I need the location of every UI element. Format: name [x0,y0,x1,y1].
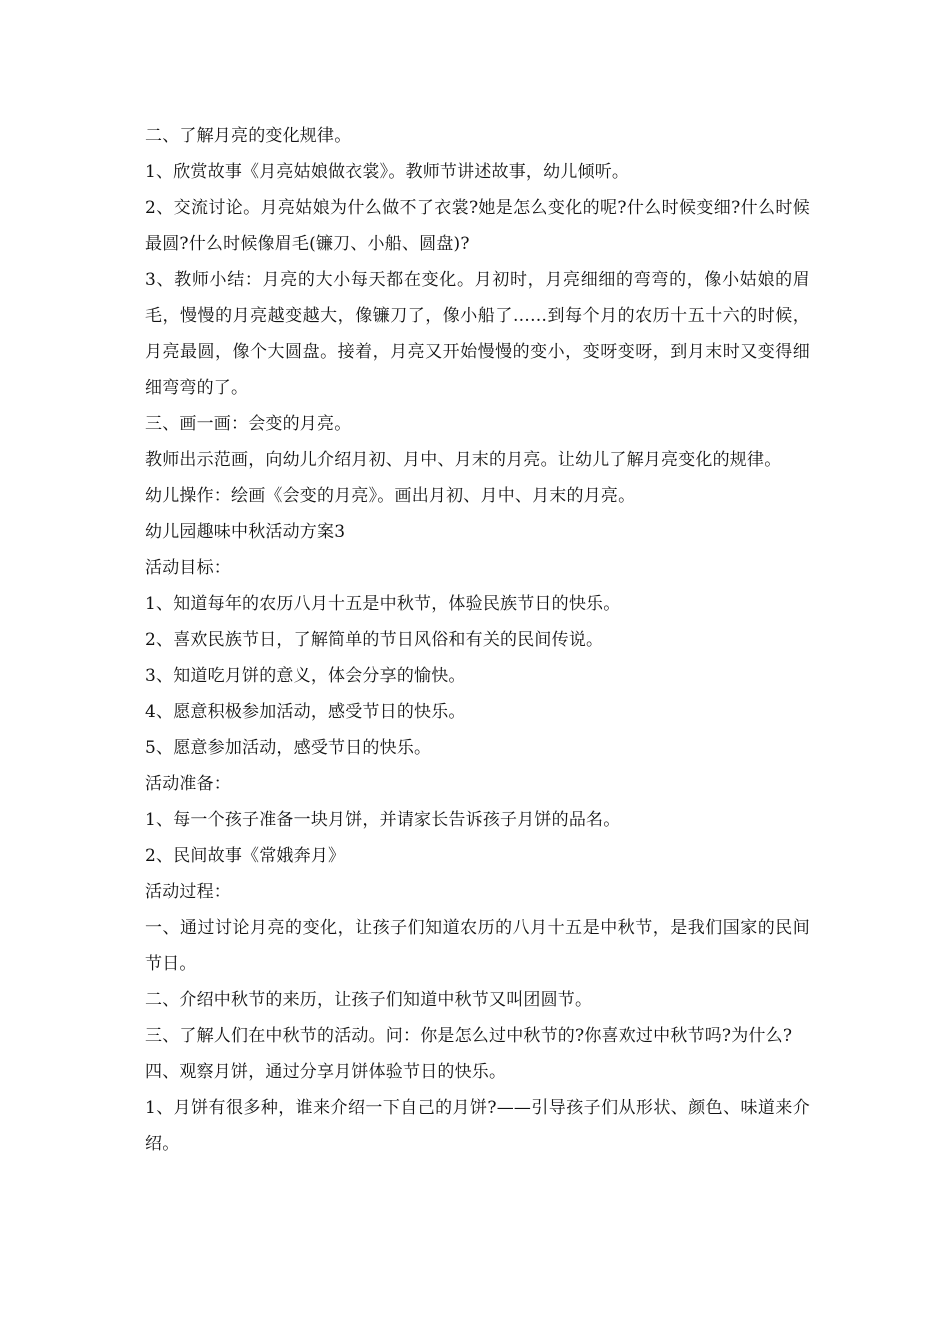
list-item: 2、民间故事《常娥奔月》 [145,846,346,866]
document-body [145,118,810,1162]
paragraph: 二、介绍中秋节的来历，让孩子们知道中秋节又叫团圆节。 [145,990,593,1010]
document-title: 幼儿园趣味中秋活动方案3 [145,522,346,542]
list-item: 1、月饼有很多种，谁来介绍一下自己的月饼?——引导孩子们从形状、颜色、味道来介绍。 [145,1098,810,1154]
paragraph: 三、了解人们在中秋节的活动。问：你是怎么过中秋节的?你喜欢过中秋节吗?为什么? [145,1026,793,1046]
paragraph: 3、教师小结：月亮的大小每天都在变化。月初时，月亮细细的弯弯的，像小姑娘的眉毛，慢慢的月亮越变越大，像镰刀了，像小船了……到每个月的农历十五十六的时候，月亮最圆，像个大圆盘。接着，月亮又开始慢慢的变小，变呀变呀，到月末时又变得细细弯弯的了。 [145,270,810,398]
section-heading: 三、画一画：会变的月亮。 [145,414,352,434]
paragraph: 教师出示范画，向幼儿介绍月初、月中、月末的月亮。让幼儿了解月亮变化的规律。 [145,450,782,470]
list-item: 5、愿意参加活动，感受节日的快乐。 [145,738,432,758]
paragraph: 二、了解月亮的变化规律。 [145,126,352,146]
paragraph: 幼儿操作：绘画《会变的月亮》。画出月初、月中、月末的月亮。 [145,486,636,506]
list-item: 2、喜欢民族节日，了解简单的节日风俗和有关的民间传说。 [145,630,604,650]
paragraph: 1、欣赏故事《月亮姑娘做衣裳》。教师节讲述故事，幼儿倾听。 [145,162,630,182]
paragraph: 一、通过讨论月亮的变化，让孩子们知道农历的八月十五是中秋节，是我们国家的民间节日。 [145,918,810,974]
paragraph: 2、交流讨论。月亮姑娘为什么做不了衣裳?她是怎么变化的呢?什么时候变细?什么时候最圆?什么时候像眉毛(镰刀、小船、圆盘)? [145,198,810,254]
list-item: 1、知道每年的农历八月十五是中秋节，体验民族节日的快乐。 [145,594,621,614]
section-heading: 活动目标： [145,558,231,578]
list-item: 3、知道吃月饼的意义，体会分享的愉快。 [145,666,466,686]
list-item: 1、每一个孩子准备一块月饼，并请家长告诉孩子月饼的品名。 [145,810,621,830]
list-item: 4、愿意积极参加活动，感受节日的快乐。 [145,702,466,722]
section-heading: 活动准备： [145,774,231,794]
paragraph: 四、观察月饼，通过分享月饼体验节日的快乐。 [145,1062,507,1082]
section-heading: 活动过程： [145,882,231,902]
